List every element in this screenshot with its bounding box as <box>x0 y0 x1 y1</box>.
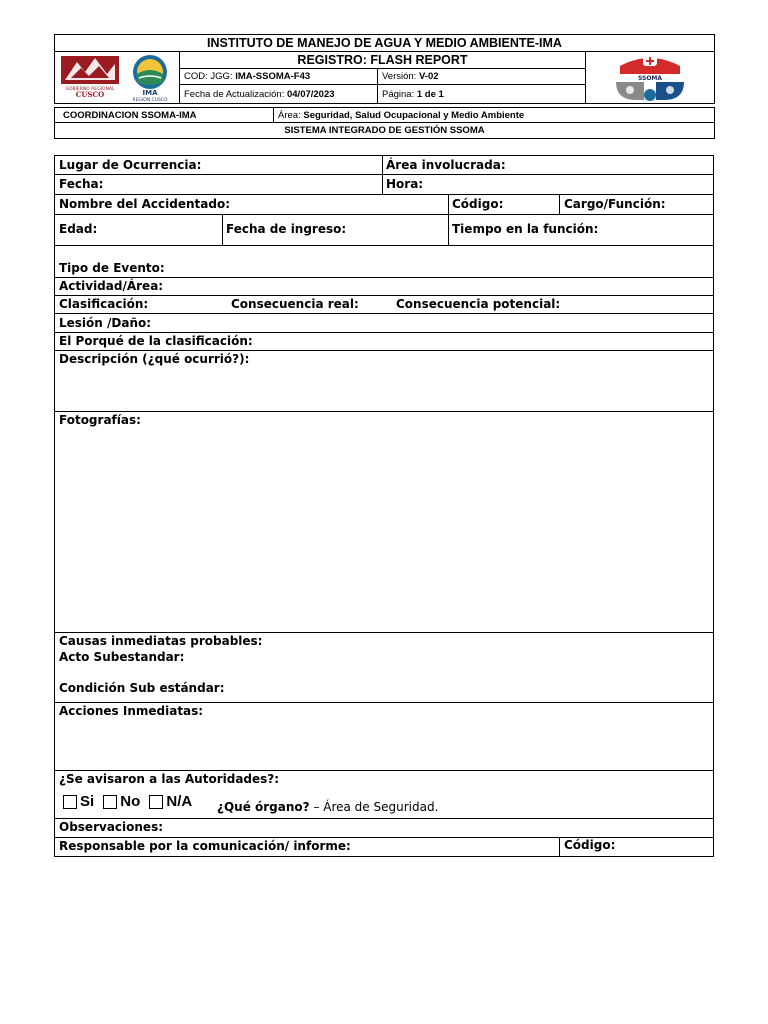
pagina-value: 1 de 1 <box>416 88 444 100</box>
row-fotografias <box>54 412 714 633</box>
checkbox-si[interactable] <box>63 795 77 809</box>
pagina-label: Página: <box>382 88 417 100</box>
fecha-actualizacion-cell <box>179 84 378 104</box>
logo-right-cell <box>585 51 715 104</box>
divider <box>382 156 383 175</box>
lesion-label: Lesión /Daño: <box>59 316 152 330</box>
row-lesion <box>54 314 714 333</box>
consecuencia-potencial-label: Consecuencia potencial: <box>396 297 561 311</box>
edad-label: Edad: <box>59 222 98 236</box>
area-cell <box>273 107 715 123</box>
row-descripcion <box>54 351 714 412</box>
row-causas <box>54 633 714 703</box>
tipo-evento-label: Tipo de Evento: <box>59 261 165 275</box>
version-cell <box>377 68 586 85</box>
divider <box>448 215 449 245</box>
cusco-logo <box>61 56 119 99</box>
row-lugar <box>54 155 714 175</box>
consecuencia-real-label: Consecuencia real: <box>231 297 359 311</box>
cod-label: COD: JGG: <box>184 71 236 82</box>
logos-left <box>55 52 179 103</box>
hora-label: Hora: <box>386 177 424 191</box>
row-responsable <box>54 838 714 857</box>
svg-text:GOBIERNO REGIONAL: GOBIERNO REGIONAL <box>65 87 115 92</box>
fecha-label: Fecha de Actualización: <box>184 88 287 100</box>
autoridades-options <box>63 791 196 810</box>
fecha-value: 04/07/2023 <box>286 88 335 100</box>
area-involucrada-label: Área involucrada: <box>386 158 506 172</box>
fotografias-label: Fotografías: <box>59 413 141 427</box>
acciones-label: Acciones Inmediatas: <box>59 704 204 718</box>
acto-label: Acto Subestandar: <box>59 650 185 664</box>
row-observaciones <box>54 819 714 838</box>
row-edad <box>54 215 714 246</box>
cod-cell <box>179 68 378 85</box>
codigo-label: Código: <box>452 197 504 211</box>
row-nombre <box>54 195 714 215</box>
actividad-label: Actividad/Área: <box>59 279 164 293</box>
svg-text:REGIÓN CUSCO: REGIÓN CUSCO <box>132 98 168 103</box>
pagina-cell <box>377 84 586 104</box>
svg-text:CUSCO: CUSCO <box>75 90 105 99</box>
codigo2-label: Código: <box>564 838 616 852</box>
checkbox-na[interactable] <box>149 795 163 809</box>
sistema-cell: SISTEMA INTEGRADO DE GESTIÓN SSOMA <box>54 122 715 139</box>
svg-text:SSOMA: SSOMA <box>637 75 663 82</box>
causas-label: Causas inmediatas probables: <box>59 634 263 648</box>
tiempo-funcion-label: Tiempo en la función: <box>452 222 599 236</box>
area-value: Seguridad, Salud Ocupacional y Medio Ambiente <box>303 109 525 121</box>
row-acciones <box>54 703 714 771</box>
area-label: Área: <box>278 109 304 121</box>
option-si-label: Si <box>80 793 95 810</box>
divider <box>559 838 560 856</box>
ima-logo <box>132 55 168 103</box>
logos-left-cell <box>54 51 180 104</box>
clasificacion-label: Clasificación: <box>59 297 149 311</box>
institute-title: INSTITUTO DE MANEJO DE AGUA Y MEDIO AMBIENTE-IMA <box>54 34 715 52</box>
divider <box>222 215 223 245</box>
registro-title: REGISTRO: FLASH REPORT <box>179 51 586 69</box>
checkbox-no[interactable] <box>103 795 117 809</box>
condicion-label: Condición Sub estándar: <box>59 681 225 695</box>
version-label: Versión: <box>382 71 419 82</box>
coordinacion-cell: COORDINACION SSOMA-IMA <box>54 107 274 123</box>
lugar-label: Lugar de Ocurrencia: <box>59 158 202 172</box>
cargo-label: Cargo/Función: <box>564 197 666 211</box>
divider <box>559 195 560 214</box>
divider <box>382 175 383 194</box>
organo-value: – Área de Seguridad. <box>309 800 439 814</box>
option-no-label: No <box>120 793 141 810</box>
row-autoridades <box>54 771 714 819</box>
row-porque <box>54 333 714 351</box>
divider <box>448 195 449 214</box>
observaciones-label: Observaciones: <box>59 820 164 834</box>
row-tipo-evento <box>54 246 714 278</box>
organo-label: ¿Qué órgano? <box>217 800 310 814</box>
autoridades-label: ¿Se avisaron a las Autoridades?: <box>59 772 280 786</box>
row-fecha <box>54 175 714 195</box>
organo-text <box>217 800 438 814</box>
nombre-label: Nombre del Accidentado: <box>59 197 230 211</box>
version-value: V-02 <box>418 71 439 82</box>
descripcion-label: Descripción (¿qué ocurrió?): <box>59 352 250 366</box>
row-clasificacion <box>54 296 714 314</box>
responsable-label: Responsable por la comunicación/ informe: <box>59 839 351 853</box>
row-actividad <box>54 278 714 296</box>
fecha-ingreso-label: Fecha de ingreso: <box>226 222 347 236</box>
option-na-label: N/A <box>166 793 193 810</box>
cod-value: IMA-SSOMA-F43 <box>235 71 311 82</box>
porque-label: El Porqué de la clasificación: <box>59 334 253 348</box>
ssoma-logo <box>586 52 714 103</box>
svg-text:IMA: IMA <box>142 89 158 97</box>
fecha-label: Fecha: <box>59 177 104 191</box>
